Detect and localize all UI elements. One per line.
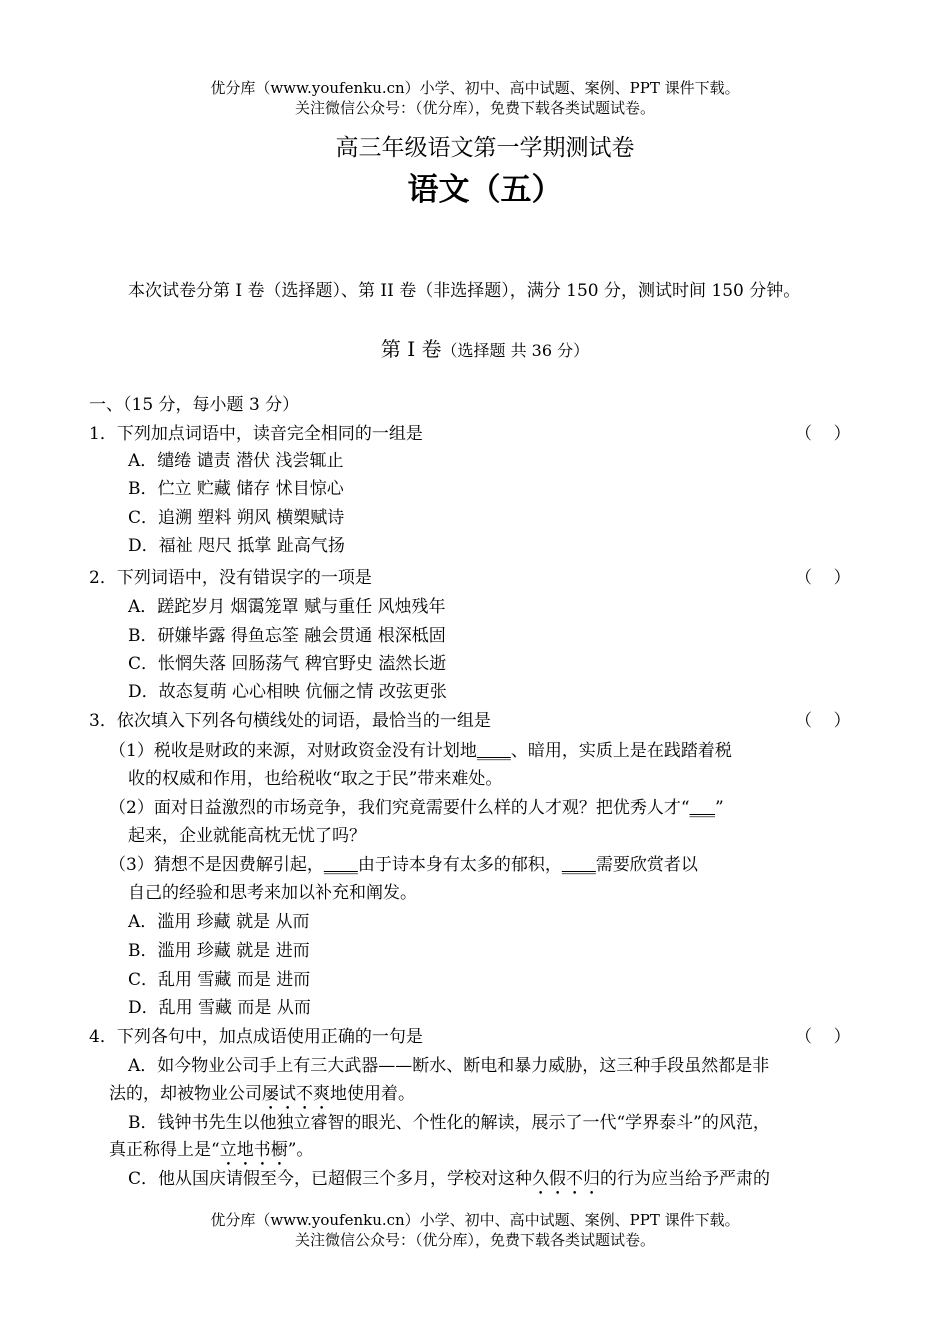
q3-option-a: A．滥用 珍藏 就是 从而 xyxy=(128,912,310,932)
section-heading xyxy=(0,335,950,365)
q1-option-c: C．追溯 塑料 朔风 横槊赋诗 xyxy=(128,508,345,528)
q4-option-a-line-1: A．如今物业公司手上有三大武器——断水、断电和暴力威胁，这三种手段虽然都是非 xyxy=(128,1056,770,1076)
q2-answer-bracket[interactable]: （ ） xyxy=(795,568,851,588)
q3-sentence-1 xyxy=(109,740,732,762)
q3-s2-blank[interactable]: ___ xyxy=(689,798,716,818)
header-line-1: 优分库（www.youfenku.cn）小学、初中、高中试题、案例、PPT 课件下载。 xyxy=(210,79,740,97)
q4-option-b-line-1: B．钱钟书先生以他独立睿智的眼光、个性化的解读，展示了一代“学界泰斗”的风范， xyxy=(128,1113,770,1133)
q3-stem: 3．依次填入下列各句横线处的词语，最恰当的一组是 xyxy=(89,711,491,731)
header-line-2: 关注微信公众号：（优分库），免费下载各类试题试卷。 xyxy=(294,99,655,117)
part-heading: 一、（15 分，每小题 3 分） xyxy=(89,395,300,415)
q3-sentence-3 xyxy=(109,854,698,876)
q4-b-dotted-idiom: 立地书橱 xyxy=(219,1140,288,1160)
q1-option-d: D．福祉 咫尺 抵掌 趾高气扬 xyxy=(128,536,345,556)
q4-a-text-pre: 法的，却被物业公司 xyxy=(109,1084,262,1104)
q1-option-b: B．伫立 贮藏 储存 怵目惊心 xyxy=(128,479,344,499)
q3-sentence-3-cont: 自己的经验和思考来加以补充和阐发。 xyxy=(128,883,417,903)
q4-b-text-post: ”。 xyxy=(287,1140,314,1160)
q4-c-text-post: 的行为应当给予严肃的 xyxy=(600,1169,771,1189)
q2-option-b: B．研嫌毕露 得鱼忘筌 融会贯通 根深柢固 xyxy=(128,626,446,646)
q4-a-dotted-idiom: 屡试不爽 xyxy=(262,1084,330,1104)
exam-subtitle: 语文（五） xyxy=(407,172,563,208)
q3-s3-blank-1[interactable]: ____ xyxy=(323,855,358,875)
q3-option-d: D．乱用 雪藏 而是 从而 xyxy=(128,998,311,1018)
q2-option-c: C．怅惘失落 回肠荡气 稗官野史 溘然长逝 xyxy=(128,654,447,674)
q3-s3-text-c: 需要欣赏者以 xyxy=(595,855,698,875)
q3-s3-text-b: 由于诗本身有太多的郁积， xyxy=(357,855,562,875)
q1-stem: 1．下列加点词语中，读音完全相同的一组是 xyxy=(89,424,423,444)
section-main: 第 I 卷 xyxy=(380,337,442,361)
q3-s3-text-a: （3）猜想不是因费解引起， xyxy=(109,855,324,875)
q4-stem: 4．下列各句中，加点成语使用正确的一句是 xyxy=(89,1027,423,1047)
exam-title: 高三年级语文第一学期测试卷 xyxy=(335,135,635,161)
q3-option-b: B．滥用 珍藏 就是 进而 xyxy=(128,941,310,961)
q4-answer-bracket[interactable]: （ ） xyxy=(795,1027,851,1047)
q3-s2-text-b: ” xyxy=(715,798,724,818)
q4-a-text-post: 地使用着。 xyxy=(330,1084,415,1104)
q3-s1-text-a: （1）税收是财政的来源，对财政资金没有计划地 xyxy=(109,741,477,761)
q1-option-a: A．缱绻 谴责 潜伏 浅尝辄止 xyxy=(128,451,344,471)
exam-intro: 本次试卷分第 I 卷（选择题）、第 II 卷（非选择题），满分 150 分，测试时间 150 分钟。 xyxy=(128,281,801,301)
q4-c-text-pre: C．他从国庆请假至今，已超假三个多月，学校对这种 xyxy=(128,1169,533,1189)
q4-option-c-line-1 xyxy=(128,1168,770,1199)
q3-s1-blank[interactable]: ____ xyxy=(476,741,511,761)
q2-option-d: D．故态复萌 心心相映 伉俪之情 改弦更张 xyxy=(128,682,447,702)
q3-s2-text-a: （2）面对日益激烈的市场竞争，我们究竟需要什么样的人才观？把优秀人才“ xyxy=(109,798,690,818)
q4-b-text-pre: 真正称得上是“ xyxy=(109,1140,220,1160)
q2-option-a: A．蹉跎岁月 烟霭笼罩 赋与重任 风烛残年 xyxy=(128,597,446,617)
footer-line-1: 优分库（www.youfenku.cn）小学、初中、高中试题、案例、PPT 课件下载。 xyxy=(210,1211,740,1229)
footer-line-2: 关注微信公众号：（优分库），免费下载各类试题试卷。 xyxy=(294,1231,655,1249)
q3-sentence-2 xyxy=(109,797,724,819)
q2-stem: 2．下列词语中，没有错误字的一项是 xyxy=(89,568,372,588)
q3-s3-blank-2[interactable]: ____ xyxy=(561,855,596,875)
q3-answer-bracket[interactable]: （ ） xyxy=(795,711,851,731)
section-note: （选择题 共 36 分） xyxy=(441,341,590,360)
q3-sentence-1-cont: 收的权威和作用，也给税收“取之于民”带来难处。 xyxy=(128,769,503,789)
q4-option-a-line-2 xyxy=(109,1083,415,1114)
q3-sentence-2-cont: 起来，企业就能高枕无忧了吗？ xyxy=(128,826,366,846)
q4-c-dotted-idiom: 久假不归 xyxy=(532,1169,601,1189)
q1-answer-bracket[interactable]: （ ） xyxy=(795,424,851,444)
q3-s1-text-b: 、暗用，实质上是在践踏着税 xyxy=(510,741,732,761)
q4-option-b-line-2 xyxy=(109,1139,313,1170)
q3-option-c: C．乱用 雪藏 而是 进而 xyxy=(128,970,311,990)
